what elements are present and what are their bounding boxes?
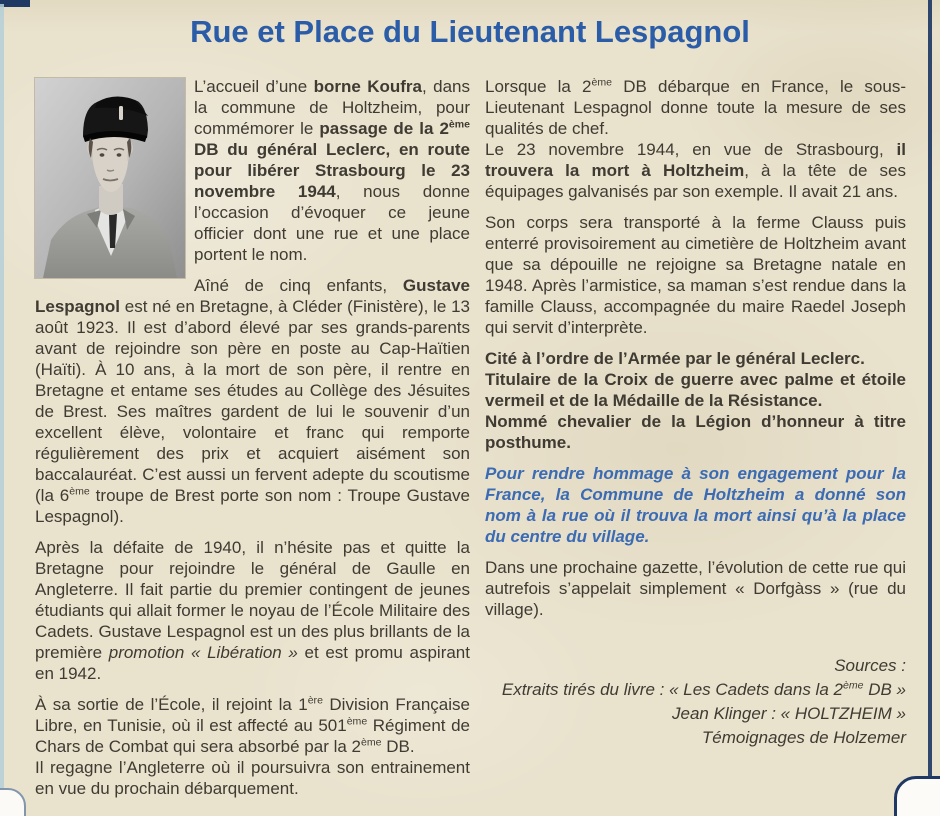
portrait-photo: [35, 78, 185, 278]
paragraph-intro: L’accueil d’une borne Koufra, dans la commune de Holtzheim, pour commémorer le passage de la 2ème DB du général Leclerc, en route pour libérer Strasbourg le 23 novembre 1944, nous donne l’occasion d’évoquer ce jeune officier dont une rue et une place portent le nom.: [194, 77, 470, 264]
paragraph-decorations: Cité à l’ordre de l’Armée par le général Leclerc. Titulaire de la Croix de guerre avec palme et étoile vermeil et de la Médaille de la Résistance. Nommé chevalier de la Légion d’honneur à titre posthume.: [485, 349, 906, 452]
page-title: Rue et Place du Lieutenant Lespagnol: [190, 14, 750, 49]
left-column: [35, 76, 470, 809]
paragraph-debarquement: Lorsque la 2ème DB débarque en France, le sous-Lieutenant Lespagnol donne toute la mesure de ses qualités de chef. Le 23 novembre 1944, en vue de Strasbourg, il trouvera la mort à Holtzheim, à la tête de ses équipages galvanisés par son exemple. Il avait 21 ans.: [485, 76, 906, 201]
paragraph-youth: Aîné de cinq enfants, Gustave Lespagnol est né en Bretagne, à Cléder (Finistère), le 13 août 1923. Il est d’abord élevé par ses grands-parents avant de rejoindre son père en poste au Cap-Haïtien (Haïti). À 10 ans, à la mort de son père, il rentre en Bretagne et entame ses études au Collège des Jésuites de Brest. Ses maîtres gardent de lui le souvenir d’un excellent élève, volontaire et franc qui remporte régulièrement des prix et acquiert aisément son baccalauréat. C’est aussi un fervent adepte du scoutisme (la 6ème troupe de Brest porte son nom : Troupe Gustave Lespagnol).: [35, 276, 470, 526]
right-column: [485, 76, 906, 809]
paragraph-ecole: À sa sortie de l’École, il rejoint la 1ère Division Française Libre, en Tunisie, où il est affecté au 501ème Régiment de Chars de Combat qui sera absorbé par la 2ème DB. Il regagne l’Angleterre où il poursuivra son entrainement en vue du prochain débarquement.: [35, 694, 470, 798]
sources-block: [485, 654, 906, 750]
source-line: Témoignages de Holzemer: [701, 728, 906, 747]
bottom-left-cutout: [0, 788, 26, 816]
paragraph-hommage: Pour rendre hommage à son engagement pour la France, la Commune de Holtzheim a donné son nom à la rue où il trouva la mort ainsi qu’à la place du centre du village.: [485, 464, 906, 546]
portrait-photo-graphic: [35, 78, 185, 278]
paragraph-prochaine-gazette: Dans une prochaine gazette, l’évolution de cette rue qui autrefois s’appelait simplement « Dorfgàss » (rue du village).: [485, 558, 906, 619]
source-line: Extraits tirés du livre : « Les Cadets dans la 2ème DB »: [501, 679, 906, 699]
left-edge-strip: [0, 4, 4, 794]
article-body: [35, 76, 906, 809]
right-edge-border: [928, 0, 932, 816]
top-left-navy-mark: [0, 0, 30, 7]
paragraph-corps: Son corps sera transporté à la ferme Clauss puis enterré provisoirement au cimetière de Holtzheim avant que sa dépouille ne rejoigne sa Bretagne natale en 1948. Après l’armistice, sa maman s’est rendue dans la famille Clauss, accompagnée du maire Raedel Joseph qui servit d’interprète.: [485, 213, 906, 337]
source-line: Jean Klinger : « HOLTZHEIM »: [672, 704, 906, 723]
sources-title: Sources :: [834, 656, 906, 675]
bottom-right-cutout: [894, 776, 940, 816]
paragraph-1940: Après la défaite de 1940, il n’hésite pas et quitte la Bretagne pour rejoindre le général de Gaulle en Angleterre. Il fait partie du premier contingent de jeunes étudiants qui allait former le noyau de l’École Militaire des Cadets. Gustave Lespagnol est un des plus brillants de la première promotion « Libération » et est promu aspirant en 1942.: [35, 538, 470, 683]
